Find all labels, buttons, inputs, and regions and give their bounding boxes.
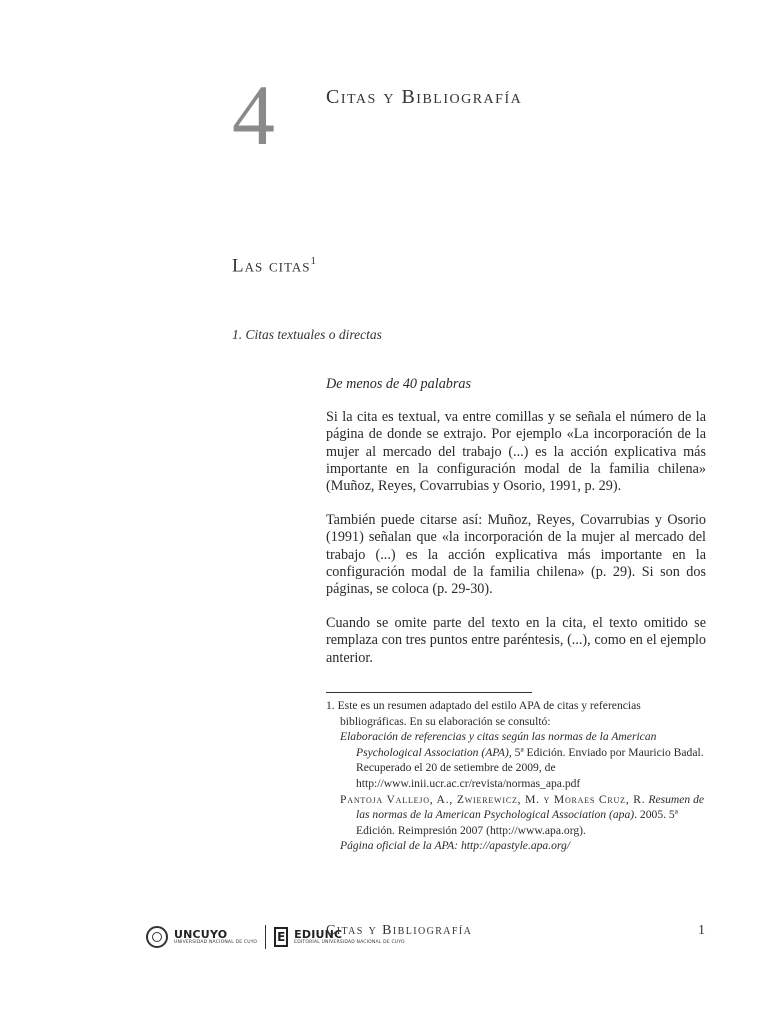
footnote-intro-cont: bibliográficas. En su elaboración se consultó: <box>340 714 551 728</box>
uncuyo-logo <box>174 929 257 946</box>
footnote-divider <box>326 692 532 693</box>
ref1-title: Elaboración de referencias y citas según las normas de la American Psychological Association (APA) <box>340 730 657 759</box>
ediunc-e-icon: E <box>274 927 288 947</box>
footnote-ref-2 <box>326 792 716 839</box>
ediunc-logo-sub: EDITORIAL UNIVERSIDAD NACIONAL DE CUYO <box>294 939 405 945</box>
logo-divider <box>265 925 266 949</box>
running-title: Citas y Bibliografía <box>326 923 473 938</box>
paragraph-2: También puede citarse así: Muñoz, Reyes, Covarrubias y Osorio (1991) señalan que «la incorporación de la mujer al mercado del trabajo (...) es la acción explicativa más importante en la configuración modal de la familia chilena» (p. 29). Si son dos páginas, se coloca (p. 29-30). <box>326 512 706 598</box>
footnote-ref-1 <box>326 729 716 791</box>
section-title-text: Las citas <box>232 255 311 277</box>
footnote-ref-3: Página oficial de la APA: http://apastyle.apa.org/ <box>340 839 571 853</box>
page-number: 1 <box>698 923 705 938</box>
ref2-details: . 2005. 5ª Edición. Reimpresión 2007 (http://www.apa.org). <box>356 808 678 837</box>
uncuyo-logo-sub: UNIVERSIDAD NACIONAL DE CUYO <box>174 939 258 945</box>
footnotes <box>326 698 716 854</box>
body-text <box>326 376 706 684</box>
footnote-ref[interactable]: 1 <box>310 255 316 267</box>
uncuyo-seal-icon <box>146 926 168 948</box>
ref2-authors: Pantoja Vallejo, A., Zwierewicz, M. y Moraes Cruz, R. <box>340 792 646 806</box>
paragraph-1: Si la cita es textual, va entre comillas y se señala el número de la página de donde se extrajo. Por ejemplo «La incorporación de la mujer al mercado del trabajo (...) es la acción explicativa más importante en la configuración modal de la familia chilena» (Muñoz, Reyes, Covarrubias y Osorio, 1991, p. 29). <box>326 409 706 495</box>
ediunc-logo-name: EDIUNC <box>294 927 343 941</box>
paragraph-3: Cuando se omite parte del texto en la cita, el texto omitido se remplaza con tres puntos entre paréntesis, (...), como en el ejemplo anterior. <box>326 615 706 666</box>
chapter-title: Citas y Bibliografía <box>326 86 523 108</box>
uncuyo-logo-name: UNCUYO <box>174 927 228 941</box>
chapter-number: 4 <box>232 67 275 163</box>
footnote-intro: 1. Este es un resumen adaptado del estilo APA de citas y referencias <box>326 699 641 712</box>
sub-heading: De menos de 40 palabras <box>326 376 472 392</box>
section-title <box>232 255 316 277</box>
ref2-title: Resumen de las normas de la American Psychological Association (apa) <box>356 792 705 822</box>
ref1-details: , 5ª Edición. Enviado por Mauricio Badal. Recuperado el 20 de setiembre de 2009, de http://www.inii.ucr.ac.cr/revista/normas_apa.pdf <box>356 745 704 790</box>
subsection-title: 1. Citas textuales o directas <box>232 327 382 342</box>
